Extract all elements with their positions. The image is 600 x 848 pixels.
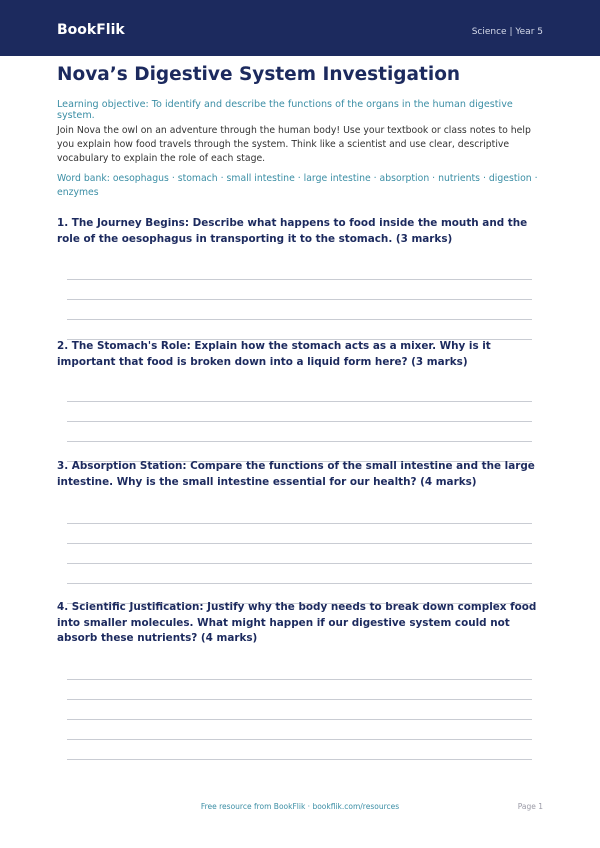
answer-line[interactable] — [67, 523, 532, 524]
answer-line[interactable] — [67, 563, 532, 564]
answer-line[interactable] — [67, 699, 532, 700]
question-2: 2. The Stomach's Role: Explain how the stomach acts as a mixer. Why is it important that food is broken down into a liquid form here? (3 marks) — [57, 340, 491, 368]
brand-logo: BookFlik — [57, 22, 125, 38]
question-1: 1. The Journey Begins: Describe what happens to food inside the mouth and the role of the oesophagus in transporting it to the stomach. (3 marks) — [57, 217, 528, 245]
answer-line[interactable] — [67, 421, 532, 422]
answer-line[interactable] — [67, 739, 532, 740]
page-number: Page 1 — [517, 802, 543, 811]
question-4: 4. Scientific Justification: Justify why the body needs to break down complex food into smaller molecules. What might happen if our digestive system could not absorb these nutrients? (4 marks) — [57, 601, 537, 644]
answer-line[interactable] — [67, 543, 532, 544]
question-3: 3. Absorption Station: Compare the functions of the small intestine and the large intestine. Why is the small intestine essential for our health? (4 marks) — [57, 460, 535, 488]
answer-line[interactable] — [67, 719, 532, 720]
page-title: Nova’s Digestive System Investigation — [57, 64, 461, 85]
answer-line[interactable] — [67, 401, 532, 402]
subject-year-label: Science | Year 5 — [471, 27, 543, 37]
answer-line[interactable] — [67, 679, 532, 680]
answer-line[interactable] — [67, 441, 532, 442]
answer-line[interactable] — [67, 759, 532, 760]
word-bank: Word bank: oesophagus · stomach · small intestine · large intestine · absorption · nutrients · digestion · enzymes — [57, 173, 538, 198]
footer-credit: Free resource from BookFlik · bookflik.com/resources — [200, 802, 400, 811]
learning-objective: Learning objective: To identify and describe the functions of the organs in the human digestive system. — [57, 99, 513, 121]
answer-line[interactable] — [67, 583, 532, 584]
answer-line[interactable] — [67, 299, 532, 300]
intro-paragraph: Join Nova the owl on an adventure through the human body! Use your textbook or class notes to help you explain how food travels through the system. Think like a scientist and use clear, descriptive vocabulary to explain the role of each stage. — [57, 125, 531, 164]
header-bar — [0, 0, 600, 56]
answer-line[interactable] — [67, 279, 532, 280]
answer-line[interactable] — [67, 319, 532, 320]
